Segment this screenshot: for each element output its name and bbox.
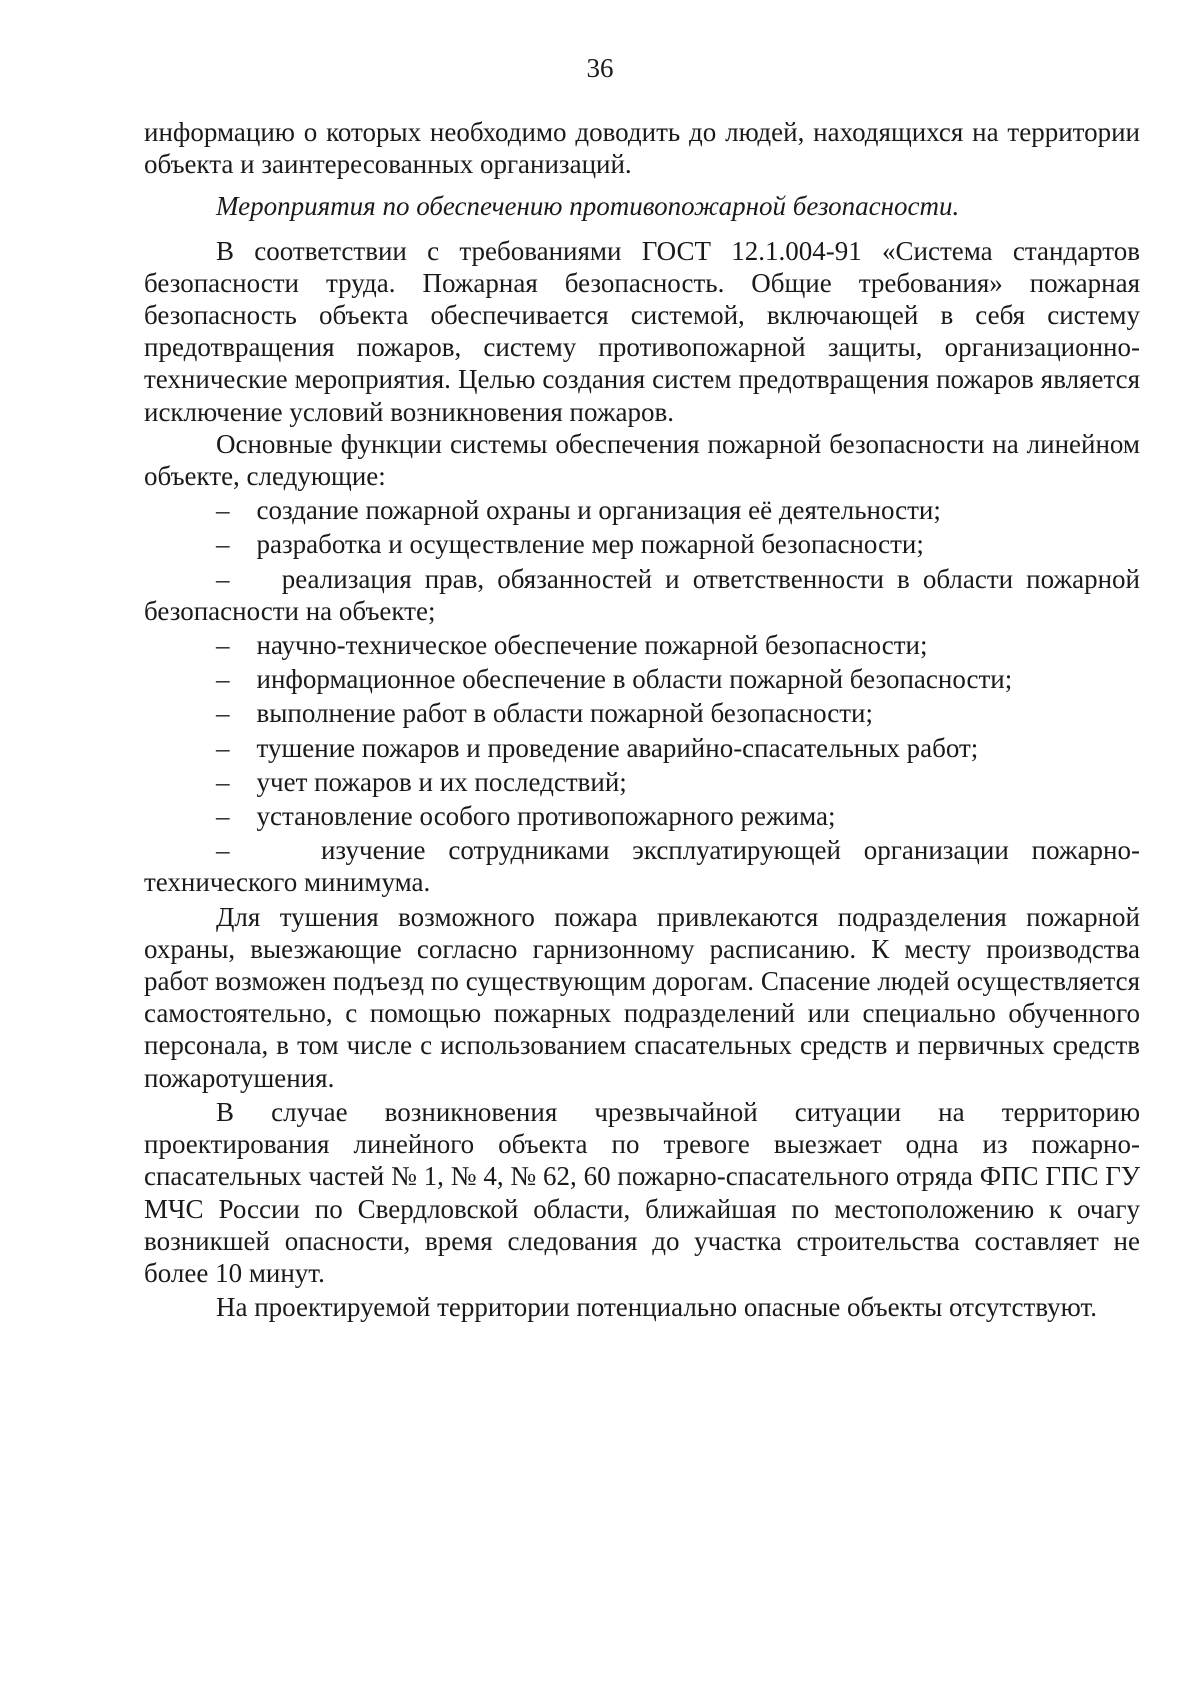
list-bullet: – (216, 630, 230, 661)
list-item (144, 766, 1140, 798)
list-item-text: реализация прав, обязанностей и ответственности в области пожарной безопасности на объекте; (144, 563, 1140, 626)
list-item (144, 663, 1140, 695)
page-number: 36 (586, 53, 614, 83)
list-item-text: разработка и осуществление мер пожарной безопасности; (256, 529, 924, 560)
list-bullet: – (216, 732, 230, 763)
list-bullet: – (216, 801, 230, 832)
functions-intro-paragraph: Основные функции системы обеспечения пожарной безопасности на линейном объекте, следующие: (144, 428, 1140, 492)
list-item (144, 528, 1140, 560)
list-bullet: – (216, 563, 230, 594)
list-item (144, 800, 1140, 832)
list-bullet: – (216, 766, 230, 797)
list-item-text: создание пожарной охраны и организация её деятельности; (256, 495, 941, 526)
list-item (144, 563, 1140, 627)
list-bullet: – (216, 529, 230, 560)
list-item-text: выполнение работ в области пожарной безопасности; (256, 698, 873, 729)
list-bullet: – (216, 495, 230, 526)
functions-list (144, 494, 1140, 898)
list-item-text: научно-техническое обеспечение пожарной безопасности; (256, 630, 928, 661)
list-item-text: информационное обеспечение в области пожарной безопасности; (256, 664, 1013, 695)
list-item-text: изучение сотрудниками эксплуатирующей организации пожарно-технического минимума. (144, 835, 1140, 898)
list-item (144, 629, 1140, 661)
list-item-text: учет пожаров и их последствий; (256, 766, 627, 797)
list-item-text: тушение пожаров и проведение аварийно-спасательных работ; (256, 732, 979, 763)
gost-paragraph: В соответствии с требованиями ГОСТ 12.1.004-91 «Система стандартов безопасности труда. Пожарная безопасность. Общие требования» пожарная безопасность объекта обеспечивается системой, включающей в себя систему предотвращения пожаров, систему противопожарной защиты, организационно-технические мероприятия. Целью создания систем предотвращения пожаров является исключение условий возникновения пожаров. (144, 235, 1140, 427)
intro-continuation-paragraph: информацию о которых необходимо доводить до людей, находящихся на территории объекта и заинтересованных организаций. (144, 117, 1140, 180)
firefighting-paragraph: Для тушения возможного пожара привлекаются подразделения пожарной охраны, выезжающие согласно гарнизонному расписанию. К месту производства работ возможен подъезд по существующим дорогам. Спасение людей осуществляется самостоятельно, с помощью пожарных подразделений или специально обученного персонала, в том числе с использованием спасательных средств и первичных средств пожаротушения. (144, 901, 1140, 1093)
list-item (144, 834, 1140, 898)
list-bullet: – (216, 664, 230, 695)
list-item (144, 494, 1140, 526)
emergency-paragraph: В случае возникновения чрезвычайной ситуации на территорию проектирования линейного объекта по тревоге выезжает одна из пожарно-спасательных частей № 1, № 4, № 62, 60 пожарно-спасательного отряда ФПС ГПС ГУ МЧС России по Свердловской области, ближайшая по местоположению к очагу возникшей опасности, время следования до участка строительства составляет не более 10 минут. (144, 1096, 1140, 1288)
closing-paragraph: На проектируемой территории потенциально опасные объекты отсутствуют. (216, 1292, 1097, 1323)
list-item-text: установление особого противопожарного режима; (256, 801, 836, 832)
list-bullet: – (216, 698, 230, 729)
list-item (144, 697, 1140, 729)
section-heading: Мероприятия по обеспечению противопожарной безопасности. (216, 191, 960, 222)
list-item (144, 732, 1140, 764)
page-content (144, 116, 1140, 1323)
list-bullet: – (216, 835, 230, 866)
